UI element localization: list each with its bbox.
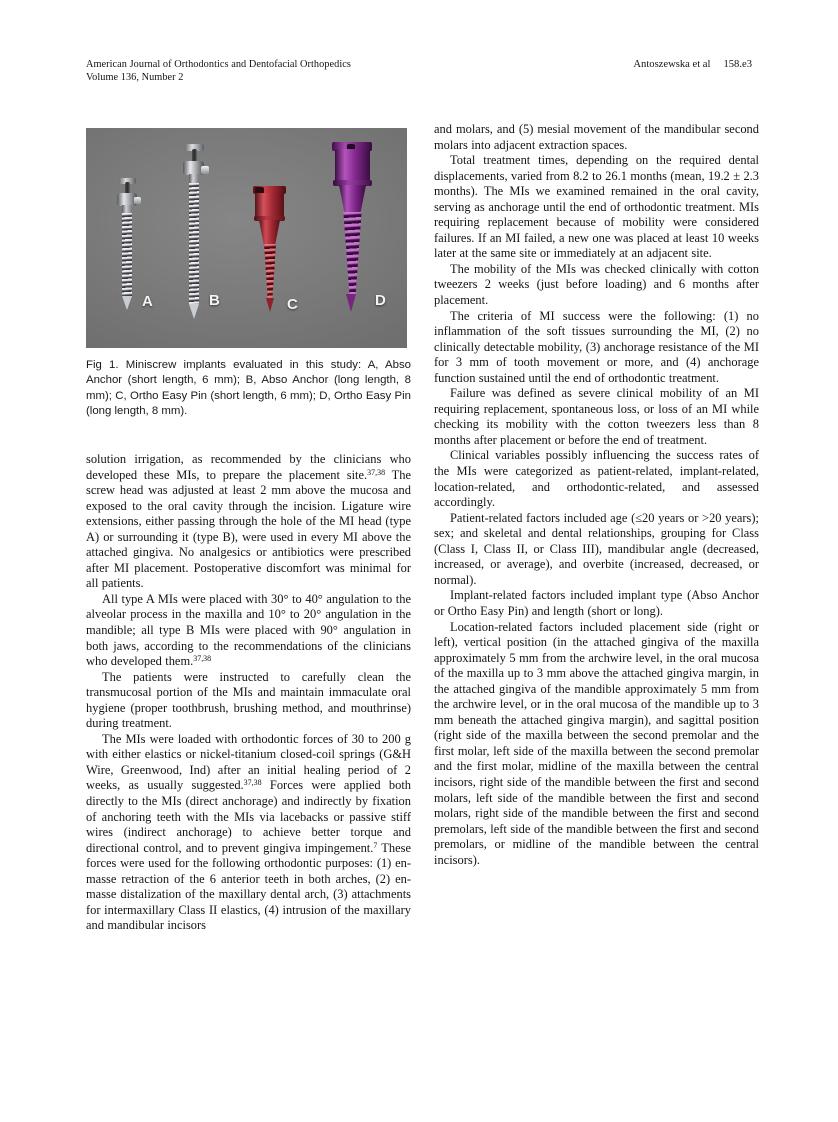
miniscrew-a-tip — [122, 296, 132, 310]
paragraph-right-5: Failure was defined as severe clinical mobility of an MI requiring replacement, spontaneous loss, or loss of an MI while checking its mobility with the cotton tweezers less than 8 months after placement or before the end of treatment. — [434, 386, 759, 447]
miniscrew-d — [322, 142, 388, 327]
miniscrew-c — [244, 186, 300, 321]
citation-37-38-c: 37,38 — [243, 778, 262, 788]
paragraph-left-4-part-c: These forces were used for the following orthodontic purposes: (1) en-masse retraction of the 6 anterior teeth in both arches, (2) en-masse distalization of the maxillary dental arch, (3) attachments for intermaxillary Class II elastics, (4) intrusion of the maxillary and mandibular incisors — [86, 840, 411, 933]
paragraph-left-3: The patients were instructed to carefully clean the transmucosal portion of the MIs and maintain immaculate oral hygiene (proper toothbrush, brushing method, and mouthrinse) during treatment. — [86, 669, 411, 731]
paragraph-left-1-part-b: The screw head was adjusted at least 2 mm above the mucosa and exposed to the oral cavity through the incision. Ligature wire extensions, either passing through the hole of the MI head (type A) or surrounding it (type B), were used in every MI above the attached gingiva. No analgesics or antibiotics were prescribed after MI placement. Postoperative discomfort was minimal for all patients. — [86, 467, 411, 591]
miniscrew-d-threads — [342, 212, 363, 296]
miniscrew-c-tip — [266, 298, 274, 312]
paragraph-left-1 — [86, 452, 411, 592]
journal-title-block — [86, 58, 556, 85]
paragraph-left-1-part-a: solution irrigation, as recommended by the clinicians who developed these MIs, to prepare the placement site. — [86, 452, 411, 482]
figure-1-caption-text: Miniscrew implants evaluated in this study: A, Abso Anchor (short length, 6 mm); B, Abso Anchor (long length, 8 mm); C, Ortho Easy Pin (short length, 6 mm); D, Ortho Easy Pin (long length, 8 mm). — [86, 359, 411, 418]
miniscrew-d-barrel — [335, 149, 370, 183]
left-column — [86, 452, 411, 934]
figure-1-photograph — [86, 128, 407, 348]
paragraph-left-2 — [86, 592, 411, 670]
paragraph-right-6: Clinical variables possibly influencing the success rates of the MIs were categorized as patient-related, implant-related, location-related, and orthodontic-related, and assessed accordingly. — [434, 448, 759, 510]
miniscrew-c-threads — [263, 244, 277, 300]
miniscrew-b-threads — [189, 183, 199, 305]
running-head-right — [633, 58, 752, 71]
paragraph-right-1: and molars, and (5) mesial movement of the mandibular second molars into adjacent extraction spaces. — [434, 122, 759, 152]
miniscrew-b-label: B — [209, 292, 220, 309]
paragraph-left-2-text: All type A MIs were placed with 30° to 40° angulation to the alveolar process in the maxilla and 10° to 20° angulation in the mandible; all type B MIs were placed with 90° angulation in both jaws, according to the recommendations of the clinicians who developed them. — [86, 591, 411, 669]
right-column — [434, 122, 759, 868]
citation-37-38: 37,38 — [367, 467, 386, 477]
paragraph-right-8: Implant-related factors included implant type (Abso Anchor or Ortho Easy Pin) and length (short or long). — [434, 588, 759, 618]
miniscrew-a-label: A — [142, 293, 153, 310]
paragraph-right-7: Patient-related factors included age (≤20 years or >20 years); sex; and skeletal and dental relationships, grouping for Class (Class I, Class II, or Class III), mandibular angle (decreased, increased, or average), and overbite (increased, decreased, or normal). — [434, 510, 759, 587]
journal-volume: Volume 136, Number 2 — [86, 72, 184, 84]
miniscrew-d-label: D — [375, 292, 386, 309]
miniscrew-d-cone — [339, 185, 366, 215]
page-number: 158.e3 — [723, 59, 752, 70]
figure-1 — [86, 128, 407, 348]
paragraph-right-4: The criteria of MI success were the following: (1) no inflammation of the soft tissues surrounding the MI, (2) no clinically detectable mobility, (3) anchorage resistance of the MI for 3 mm of tooth movement or more, and (4) anchorage function sustained until the end of orthodontic treatment. — [434, 308, 759, 385]
running-head — [86, 58, 752, 92]
citation-37-38-b: 37,38 — [193, 653, 212, 663]
miniscrew-a-flange — [134, 197, 141, 204]
miniscrew-c-cone — [259, 220, 280, 246]
paragraph-left-4-part-a: The MIs were loaded with orthodontic forces of 30 to 200 g with either elastics or nickel-titanium closed-coil springs (G&H Wire, Greenwood, Ind) after an initial healing period of 2 weeks, as usually suggested. — [86, 731, 411, 793]
miniscrew-b-flange — [201, 166, 209, 174]
miniscrew-a-threads — [122, 213, 132, 297]
paragraph-right-9: Location-related factors included placement side (right or left), vertical position (in the attached gingiva of the maxilla approximately 5 mm from the archwire level, in the oral mucosa of the maxilla up to 3 mm above the attached gingiva margin, in the attached gingiva of the mandible approximately 5 mm from the archwire level, or in the oral mucosa of the mandible up to 3 mm beneath the attached gingiva margin), and sagittal position (right side of the maxilla between the second premolar and the first molar, left side of the maxilla between the second premolar and the first molar, midline of the maxilla between the central incisors, right side of the mandible between the first and second molars, left side of the mandible between the first and second molars, right side of the mandible between the first and second premolars, left side of the mandible between the first and second premolars, or midline of the mandible between the central incisors). — [434, 619, 759, 867]
miniscrew-a — [108, 178, 152, 318]
paragraph-right-3: The mobility of the MIs was checked clinically with cotton tweezers 2 weeks (just before loading) and 6 months after placement. — [434, 261, 759, 308]
figure-1-caption — [86, 358, 411, 420]
figure-1-caption-label: Fig 1. — [86, 359, 119, 371]
miniscrew-b-tip — [189, 304, 199, 319]
paragraph-right-2: Total treatment times, depending on the required dental displacements, varied from 8.2 to 26.1 months (mean, 19.2 ± 2.3 months). The MIs we examined remained in the oral cavity, serving as anchorage until the end of orthodontic treatment. MIs requiring replacement because of mobility were considered failures. If an MI failed, a new one was placed at least 10 weeks later at the same site or immediately at an adjacent site. — [434, 153, 759, 261]
miniscrew-c-label: C — [287, 296, 298, 313]
miniscrew-d-tip — [346, 294, 356, 312]
citation-7: 7 — [373, 840, 378, 850]
journal-name: American Journal of Orthodontics and Dentofacial Orthopedics — [86, 59, 351, 70]
paragraph-left-4-part-b: Forces were applied both directly to the MIs (direct anchorage) and indirectly by fixation of anchoring teeth with the MIs via lacebacks or passive stiff wires (indirect anchorage) to achieve better torque and directional control, and to prevent gingiva impingement. — [86, 778, 411, 855]
paragraph-left-4 — [86, 732, 411, 934]
miniscrew-b — [174, 144, 220, 324]
author-citation: Antoszewska et al — [633, 59, 711, 70]
